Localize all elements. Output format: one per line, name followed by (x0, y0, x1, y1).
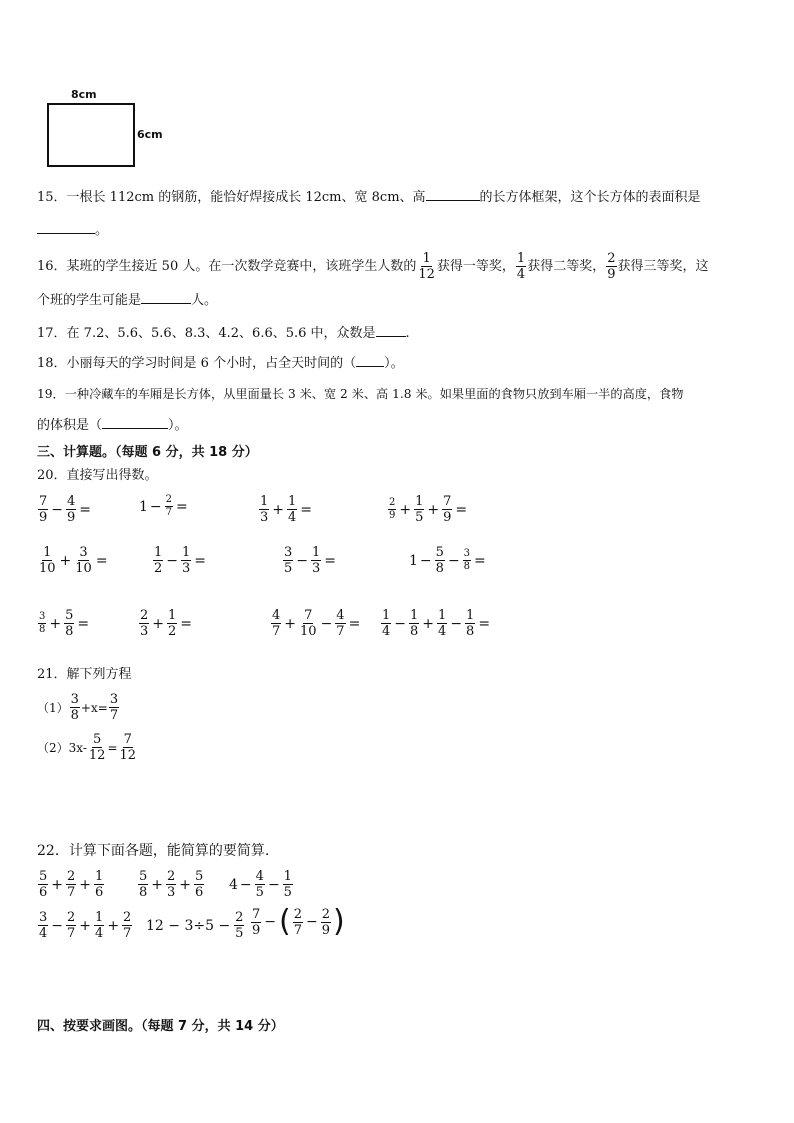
numerator: 7 (252, 906, 261, 922)
denominator: 4 (288, 510, 297, 525)
denominator: 8 (70, 708, 79, 723)
plus-sign: + (399, 501, 412, 518)
fraction (38, 546, 57, 575)
denominator: 4 (438, 624, 447, 639)
q16-text-b: 获得一等奖， (436, 259, 515, 274)
denominator: 4 (39, 926, 48, 941)
q17-text-a: 17．在 7.2、5.6、5.6、8.3、4.2、6.6、5.6 中，众数是 (37, 326, 376, 341)
numerator: 2 (321, 906, 331, 922)
fraction (321, 908, 331, 937)
denominator: 10 (75, 561, 92, 576)
q16-fraction-1 (417, 252, 436, 281)
q17-blank[interactable] (376, 322, 406, 337)
numerator: 7 (443, 494, 452, 509)
fraction (153, 546, 163, 575)
fraction (435, 546, 445, 575)
plus-sign: + (427, 501, 440, 518)
denominator: 8 (65, 624, 74, 639)
q20-expr-2 (139, 495, 190, 518)
q18-blank[interactable] (356, 352, 384, 367)
q20-expr-1 (37, 495, 93, 524)
q20-expr-8 (409, 546, 488, 575)
equals-sign: = (474, 552, 486, 569)
fraction (38, 870, 48, 899)
equation-text: = (107, 740, 118, 755)
plus-sign: + (79, 917, 92, 934)
denominator: 3 (260, 510, 269, 525)
question-19-cont (37, 414, 188, 436)
q22-expr-4 (37, 911, 133, 940)
numerator: 3 (39, 910, 48, 925)
q21-equation-2 (37, 733, 138, 762)
fraction (437, 609, 447, 638)
q19-text-a: 19．一种冷藏车的车厢是长方体，从里面量长 3 米、宽 2 米、高 1.8 米。如果里面的食物只放到车厢一半的高度，食物 (37, 387, 684, 401)
denominator: 2 (168, 624, 177, 639)
minus-sign: − (149, 498, 162, 515)
denominator: 9 (607, 267, 616, 282)
numerator: 1 (283, 869, 292, 884)
plus-sign: + (49, 615, 62, 632)
rectangle-figure (47, 103, 135, 167)
rect-width-label: 8cm (71, 88, 97, 101)
q20-expr-10 (138, 609, 194, 638)
q16-text-d: 获得三等奖，这 (617, 259, 709, 274)
numerator: 5 (39, 869, 48, 884)
numerator: 1 (95, 910, 104, 925)
denominator: 2 (154, 561, 163, 576)
q19-blank[interactable] (102, 414, 168, 429)
q20-expr-12 (380, 609, 492, 638)
fraction (234, 911, 244, 940)
equals-sign: = (176, 498, 188, 515)
item-number: （1） (37, 701, 69, 715)
numerator: 1 (182, 545, 191, 560)
fraction (138, 870, 148, 899)
fraction (166, 870, 176, 899)
numerator: 1 (168, 608, 177, 623)
fraction (311, 546, 321, 575)
denominator: 5 (283, 885, 292, 900)
denominator: 7 (67, 885, 76, 900)
fraction (271, 609, 281, 638)
section-4-heading: 四、按要求画图。（每题 7 分，共 14 分） (37, 1019, 284, 1034)
denominator: 8 (39, 624, 46, 635)
numerator: 2 (165, 494, 173, 505)
q22-expr-6 (250, 904, 346, 939)
plus-sign: + (179, 876, 192, 893)
denominator: 10 (300, 624, 317, 639)
rect-height-label: 6cm (137, 128, 163, 141)
equals-sign: = (79, 501, 92, 518)
equals-sign: = (478, 615, 491, 632)
denominator: 5 (415, 510, 424, 525)
number: 4 (229, 876, 238, 893)
expression-text: 12 − 3÷5 − (146, 917, 231, 934)
numerator: 1 (410, 608, 419, 623)
q20-expr-3 (258, 495, 314, 524)
fraction (70, 693, 80, 722)
denominator: 3 (182, 561, 191, 576)
q16-text-a: 16．某班的学生接近 50 人。在一次数学竞赛中，该班学生人数的 (37, 259, 417, 274)
fraction (38, 495, 48, 524)
equation-text: +x= (80, 700, 108, 715)
q20-expr-7 (282, 546, 338, 575)
numerator: 2 (123, 910, 132, 925)
denominator: 7 (123, 926, 132, 941)
number: 1 (139, 498, 148, 515)
q15-blank-2[interactable] (37, 219, 95, 234)
fraction (122, 911, 132, 940)
denominator: 8 (410, 624, 419, 639)
fraction (109, 693, 119, 722)
fraction (409, 609, 419, 638)
numerator: 5 (139, 869, 148, 884)
fraction (167, 609, 177, 638)
left-paren: ( (279, 904, 291, 939)
minus-sign: − (264, 914, 277, 930)
plus-sign: + (151, 876, 164, 893)
q22-expr-1 (37, 870, 105, 899)
fraction (119, 733, 138, 762)
denominator: 5 (255, 885, 264, 900)
fraction (381, 609, 391, 638)
denominator: 10 (39, 561, 56, 576)
fraction (88, 733, 107, 762)
q17-text-b: . (405, 326, 410, 341)
fraction (388, 498, 396, 521)
equals-sign: = (77, 615, 90, 632)
numerator: 2 (167, 869, 176, 884)
q20-expr-5 (37, 546, 110, 575)
q15-text-a: 15．一根长 112cm 的钢筋，能恰好焊接成长 12cm、宽 8cm、高 (37, 190, 426, 205)
equals-sign: = (95, 552, 108, 569)
numerator: 4 (272, 608, 281, 623)
numerator: 7 (304, 608, 313, 623)
denominator: 9 (321, 922, 331, 938)
denominator: 7 (67, 926, 76, 941)
denominator: 12 (119, 748, 137, 763)
q20-expr-4 (387, 495, 469, 524)
numerator: 3 (79, 545, 88, 560)
numerator: 7 (39, 494, 48, 509)
q15-text-c: 。 (95, 223, 109, 238)
plus-sign: + (284, 615, 297, 632)
numerator: 3 (109, 692, 119, 707)
denominator: 7 (336, 624, 345, 639)
numerator: 1 (288, 494, 297, 509)
minus-sign: − (296, 552, 309, 569)
q22-expr-2 (137, 870, 205, 899)
q16-text-f: 人。 (191, 293, 218, 308)
denominator: 3 (312, 561, 321, 576)
fraction (259, 495, 269, 524)
fraction (66, 495, 76, 524)
plus-sign: + (107, 917, 120, 934)
fraction (74, 546, 93, 575)
q22-expr-3 (229, 870, 294, 899)
denominator: 7 (293, 922, 303, 938)
numerator: 2 (607, 251, 616, 266)
fraction (94, 911, 104, 940)
denominator: 9 (67, 510, 76, 525)
fraction (283, 546, 293, 575)
fraction (463, 549, 471, 572)
q16-blank[interactable] (141, 289, 191, 304)
numerator: 2 (235, 910, 244, 925)
denominator: 9 (39, 510, 48, 525)
fraction (181, 546, 191, 575)
numerator: 1 (154, 545, 163, 560)
question-15 (37, 186, 701, 208)
numerator: 1 (312, 545, 321, 560)
denominator: 6 (195, 885, 204, 900)
numerator: 4 (336, 608, 345, 623)
fraction (94, 870, 104, 899)
plus-sign: + (79, 876, 92, 893)
numerator: 2 (67, 869, 76, 884)
denominator: 5 (235, 926, 244, 941)
numerator: 4 (255, 869, 264, 884)
q22-title: 22．计算下面各题，能简算的要简算. (37, 843, 270, 859)
q21-equation-1 (37, 693, 120, 722)
numerator: 2 (389, 497, 396, 508)
q19-text-c: ）。 (168, 418, 188, 433)
plus-sign: + (422, 615, 435, 632)
denominator: 12 (88, 748, 106, 763)
q20-title: 20．直接写出得数。 (37, 468, 158, 483)
equals-sign: = (194, 552, 207, 569)
q20-expr-11 (270, 609, 362, 638)
numerator: 1 (260, 494, 269, 509)
numerator: 1 (95, 869, 104, 884)
denominator: 7 (272, 624, 281, 639)
q18-text-a: 18．小丽每天的学习时间是 6 个小时，占全天时间的（ (37, 356, 357, 371)
denominator: 8 (463, 561, 471, 572)
fraction (38, 911, 48, 940)
minus-sign: − (51, 501, 64, 518)
fraction (299, 609, 318, 638)
q16-fraction-2 (516, 252, 526, 281)
q16-text-e: 个班的学生可能是 (37, 293, 142, 308)
minus-sign: − (394, 615, 407, 632)
fraction (255, 870, 265, 899)
question-18 (37, 352, 404, 374)
fraction (194, 870, 204, 899)
question-15-cont (37, 219, 108, 241)
q15-blank-1[interactable] (426, 186, 480, 201)
fraction (139, 609, 149, 638)
denominator: 5 (284, 561, 293, 576)
equals-sign: = (300, 501, 313, 518)
numerator: 3 (39, 611, 46, 622)
q16-fraction-3 (606, 252, 616, 281)
minus-sign: − (166, 552, 179, 569)
q18-text-b: ）。 (384, 356, 404, 371)
question-16-cont (37, 289, 217, 311)
denominator: 6 (39, 885, 48, 900)
question-19 (37, 384, 683, 404)
numerator: 1 (516, 251, 526, 266)
number: 1 (409, 552, 418, 569)
fraction (335, 609, 345, 638)
equation-text: 3x- (68, 740, 87, 755)
minus-sign: − (267, 876, 280, 893)
question-17 (37, 322, 410, 344)
denominator: 7 (165, 507, 173, 518)
numerator: 7 (123, 732, 132, 747)
numerator: 1 (43, 545, 52, 560)
numerator: 1 (382, 608, 391, 623)
fraction (251, 908, 261, 937)
numerator: 2 (140, 608, 149, 623)
fraction (442, 495, 452, 524)
plus-sign: + (272, 501, 285, 518)
fraction (293, 908, 303, 937)
numerator: 1 (438, 608, 447, 623)
minus-sign: − (450, 615, 463, 632)
denominator: 4 (382, 624, 391, 639)
denominator: 9 (252, 922, 261, 938)
numerator: 1 (415, 494, 424, 509)
denominator: 4 (516, 267, 526, 282)
q20-expr-6 (152, 546, 208, 575)
fraction (414, 495, 424, 524)
question-16 (37, 252, 709, 281)
numerator: 4 (67, 494, 76, 509)
numerator: 1 (422, 251, 431, 266)
q20-expr-9 (37, 609, 91, 638)
fraction (287, 495, 297, 524)
minus-sign: − (239, 876, 252, 893)
q15-text-b: 的长方体框架，这个长方体的表面积是 (479, 190, 701, 205)
denominator: 4 (95, 926, 104, 941)
fraction (66, 911, 76, 940)
plus-sign: + (51, 876, 64, 893)
equals-sign: = (180, 615, 193, 632)
right-paren: ) (333, 904, 345, 939)
equals-sign: = (348, 615, 361, 632)
numerator: 5 (65, 608, 74, 623)
denominator: 3 (167, 885, 176, 900)
numerator: 1 (466, 608, 475, 623)
fraction (283, 870, 293, 899)
section-3-heading: 三、计算题。（每题 6 分，共 18 分） (37, 445, 258, 460)
numerator: 5 (195, 869, 204, 884)
minus-sign: − (419, 552, 432, 569)
q22-expr-5 (146, 911, 245, 940)
equals-sign: = (455, 501, 468, 518)
numerator: 2 (67, 910, 76, 925)
denominator: 3 (140, 624, 149, 639)
minus-sign: − (447, 552, 460, 569)
minus-sign: − (306, 914, 318, 930)
q16-text-c: 获得二等奖， (527, 259, 606, 274)
denominator: 7 (109, 708, 119, 723)
fraction (38, 612, 46, 635)
denominator: 8 (435, 561, 444, 576)
numerator: 2 (293, 906, 303, 922)
q19-text-b: 的体积是（ (37, 418, 103, 433)
fraction (64, 609, 74, 638)
fraction (165, 495, 173, 518)
plus-sign: + (59, 552, 72, 569)
plus-sign: + (152, 615, 165, 632)
item-number: （2） (37, 741, 69, 755)
denominator: 8 (139, 885, 148, 900)
equals-sign: = (324, 552, 337, 569)
q21-title: 21．解下列方程 (37, 667, 132, 682)
denominator: 9 (443, 510, 452, 525)
denominator: 6 (95, 885, 104, 900)
numerator: 5 (93, 732, 102, 747)
minus-sign: − (51, 917, 64, 934)
fraction (66, 870, 76, 899)
numerator: 3 (70, 692, 79, 707)
denominator: 12 (418, 267, 435, 282)
fraction (465, 609, 475, 638)
numerator: 5 (435, 545, 444, 560)
denominator: 9 (389, 510, 396, 521)
numerator: 3 (284, 545, 293, 560)
numerator: 3 (463, 548, 471, 559)
denominator: 8 (466, 624, 475, 639)
minus-sign: − (320, 615, 333, 632)
